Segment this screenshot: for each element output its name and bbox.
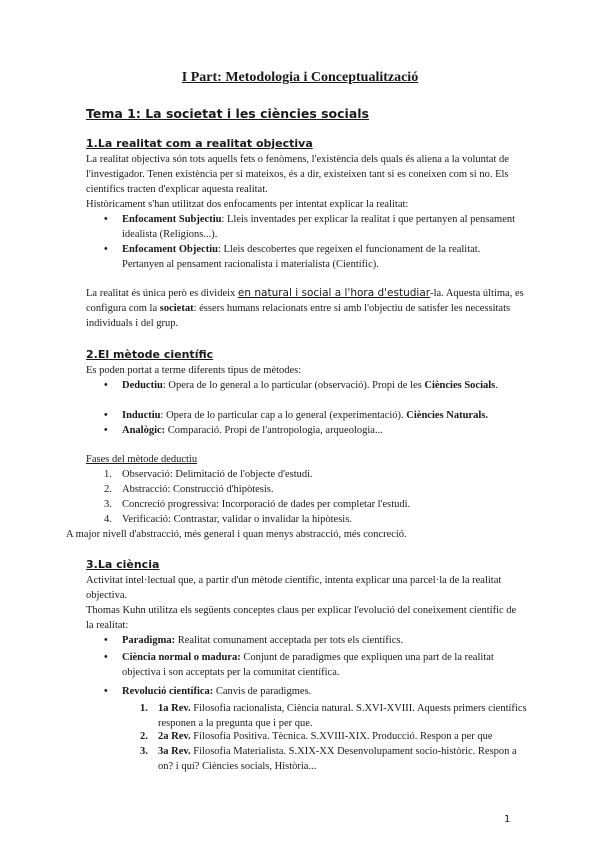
bullet-label: Enfocament Subjectiu <box>122 214 222 225</box>
list-item <box>140 729 530 744</box>
bullet-icon: • <box>104 380 108 391</box>
list-number: 3. <box>104 499 112 510</box>
list-number: 3. <box>140 746 148 757</box>
section-1-paragraph-2: Històricament s'han utilitzat dos enfocaments per intentat explicar la realitat: <box>86 199 409 210</box>
bullet-text: : Lleis descobertes que regeixen el funcionament de la realitat. Pertanyen al pensament racionalista i materialista (Científic). <box>122 244 481 270</box>
list-number: 1. <box>140 703 148 714</box>
bullet-text: Comparació. Propi de l'antropologia, arqueologia... <box>165 425 383 436</box>
bold-term: Ciències Naturals. <box>406 410 488 421</box>
bullet-label: Revolució científica: <box>122 686 214 697</box>
text-run: -la. Aquesta última, es configura com la <box>86 288 524 314</box>
list-item <box>140 744 530 774</box>
underlined-text: Fases del mètode deductiu <box>86 454 198 465</box>
phase-text: Abstracció: Construcció d'hipòtesis. <box>122 484 274 495</box>
underlined-text: en natural i social a l'hora d'estudiar <box>237 287 431 299</box>
document-title: I Part: Metodologia i Conceptualització <box>181 70 419 85</box>
list-item <box>140 701 530 731</box>
text-run: : éssers humans relacionats entre si amb l'objectiu de satisfer les necessitats individuals i del grup. <box>86 303 511 329</box>
bullet-icon: • <box>104 652 108 663</box>
section-2-intro: Es poden portat a terme diferents tipus de mètodes: <box>86 365 302 376</box>
page-number: 1 <box>504 814 511 825</box>
list-number: 4. <box>104 514 112 525</box>
bullet-label: Deductiu <box>122 380 163 391</box>
revolution-text: Filosofia Positiva. Tècnica. S.XVIII-XIX. Producció. Respon a per que <box>190 731 493 742</box>
list-item <box>104 482 524 497</box>
bullet-icon: • <box>104 244 108 255</box>
list-item <box>104 512 524 527</box>
phase-text: Concreció progressiva: Incorporació de dades per completar l'estudi. <box>122 499 411 510</box>
bold-term: Ciències Socials <box>424 380 496 391</box>
bullet-text: : Lleis inventades per explicar la realitat i que pertanyen al pensament idealista (Religions...). <box>122 214 516 240</box>
bullet-label: Analògic: <box>122 425 166 436</box>
bullet-text: Conjunt de paradigmes que expliquen una part de la realitat objectiva i son acceptats per la comunitat científica. <box>122 652 494 678</box>
phases-title <box>86 452 526 467</box>
bullet-icon: • <box>104 214 108 225</box>
bullet-icon: • <box>104 635 108 646</box>
section-3-paragraph-2: Thomas Kuhn utilitza els següents conceptes claus per explicar l'evolució del coneixement científic de la realitat: <box>86 605 517 631</box>
text-run: La realitat és única però es divideix <box>86 288 238 299</box>
list-item <box>104 467 524 482</box>
list-item <box>104 423 524 438</box>
section-3-paragraph-1: Activitat intel·lectual que, a partir d'un mètode científic, intenta explicar una parcel·la de la realitat objectiva. <box>86 575 502 601</box>
list-item <box>104 497 524 512</box>
bullet-label: Paradigma: <box>122 635 176 646</box>
bullet-label: Ciència normal o madura: <box>122 652 241 663</box>
list-item <box>104 408 524 423</box>
list-item <box>104 242 524 272</box>
phase-text: Observació: Delimitació de l'objecte d'estudi. <box>122 469 313 480</box>
bullet-text: . <box>495 380 498 391</box>
bold-term: societat <box>159 303 194 314</box>
bullet-label: Inductiu <box>122 410 161 421</box>
bullet-text: : Opera de lo general a lo particular (observació). Propi de les <box>162 380 425 391</box>
section-2-heading: 2.El mètode científic <box>86 348 214 361</box>
revolution-text: Filosofia Materialista. S.XIX-XX Desenvolupament socio-històric. Respon a on? i quí? Ciències socials, Història... <box>158 746 517 772</box>
bullet-label: Enfocament Objectiu <box>122 244 218 255</box>
revolution-text: Filosofia racionalista, Ciència natural. S.XVI-XVIII. Aquests primers científics responen a la pregunta que i per que. <box>158 703 527 729</box>
list-number: 1. <box>104 469 112 480</box>
list-item <box>104 212 524 242</box>
topic-heading: Tema 1: La societat i les ciències socials <box>86 106 370 121</box>
section-1-paragraph-1: La realitat objectiva són tots aquells fets o fenòmens, l'existència dels quals és aliena a la voluntat de l'investigador. Tenen existència per si mateixos, és a dir, existeixen tant si es coneixen com si no. Els científics tracten d'explicar aquesta realitat. <box>86 154 509 195</box>
list-number: 2. <box>140 731 148 742</box>
bullet-icon: • <box>104 410 108 421</box>
list-item <box>104 378 524 393</box>
bullet-text: Canvis de paradigmes. <box>213 686 312 697</box>
revolution-label: 3a Rev. <box>158 746 191 757</box>
phase-text: Verificació: Contrastar, validar o invalidar la hipòtesis. <box>122 514 352 525</box>
section-1-heading: 1.La realitat com a realitat objectiva <box>86 137 313 150</box>
list-number: 2. <box>104 484 112 495</box>
section-1-paragraph-3 <box>86 286 526 331</box>
list-item <box>104 684 524 699</box>
revolution-label: 1a Rev. <box>158 703 191 714</box>
section-3-heading: 3.La ciència <box>86 558 160 571</box>
list-item <box>104 633 524 648</box>
revolution-label: 2a Rev. <box>158 731 191 742</box>
abstraction-note: A major nivell d'abstracció, més general i quan menys abstracció, més concreció. <box>66 529 407 540</box>
bullet-icon: • <box>104 425 108 436</box>
bullet-icon: • <box>104 686 108 697</box>
bullet-text: Realitat comunament acceptada per tots els científics. <box>175 635 404 646</box>
bullet-text: : Opera de lo particular cap a lo general (experimentació). <box>160 410 407 421</box>
list-item <box>104 650 524 680</box>
